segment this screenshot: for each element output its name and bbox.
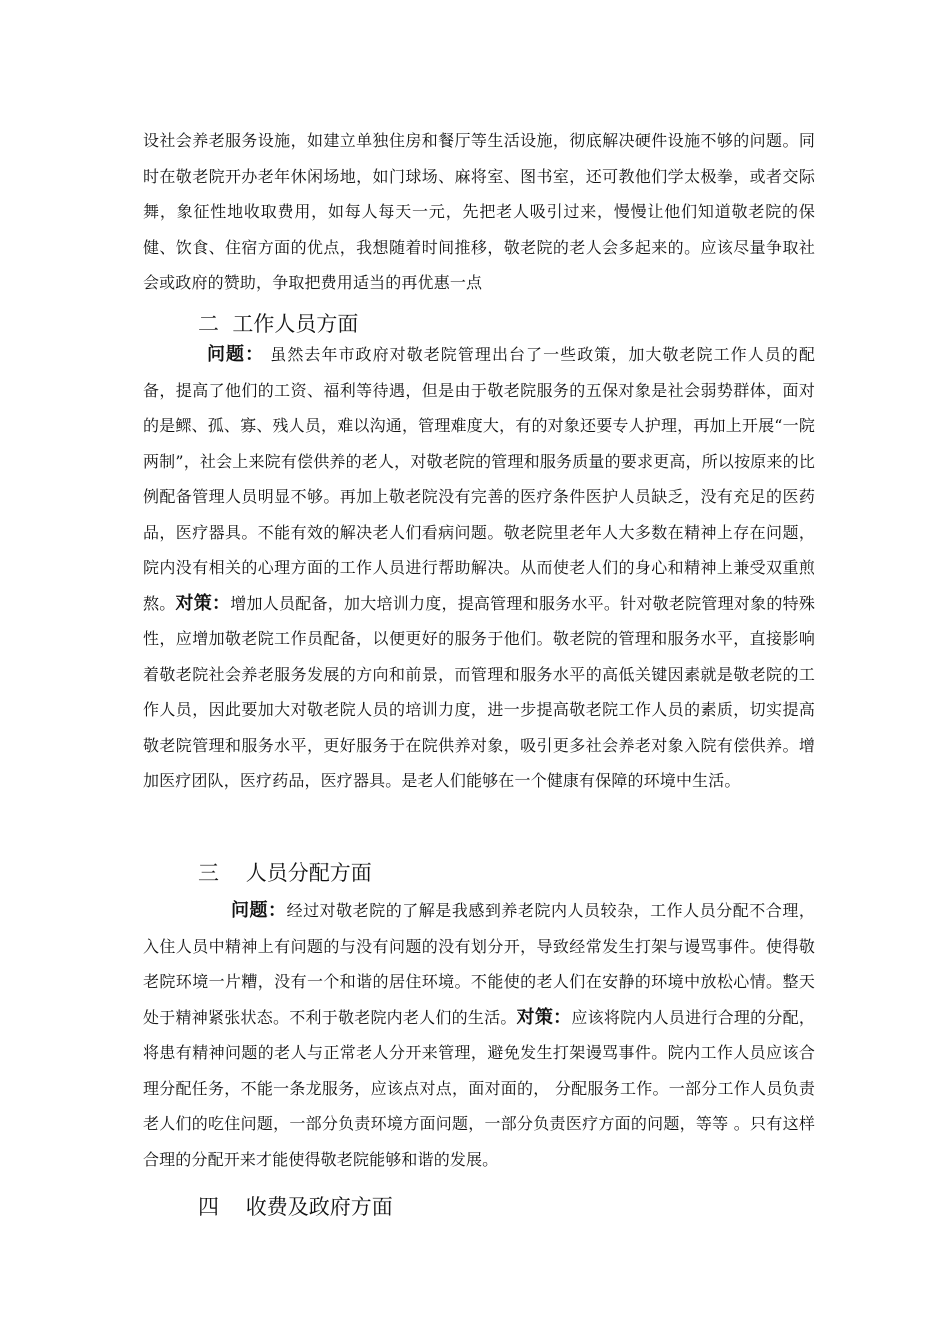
problem-label: 问题： [231, 900, 287, 921]
section-heading-allocation: 三 人员分配方面 [198, 861, 372, 885]
problem-text: 虽然去年市政府对敬老院管理出台了一些政策，加大敬老院工作人员的配备，提高了他们的工资、福利等待遇，但是由于敬老院服务的五保对象是社会弱势群体，面对的是鳏、孤、寡、残人员，难以沟通，管理难度大，有的对象还要专人护理，再加上开展“一院两制”，社会上来院有偿供养的老人，对敬老院的管理和服务质量的要求更高，所以按原来的比例配备管理人员明显不够。再加上敬老院没有完善的医疗条件医护人员缺乏，没有充足的医药品，医疗器具。不能有效的解决老人们看病问题。敬老院里老年人大多数在精神上存在问题，院内没有相关的心理方面的工作人员进行帮助解决。从而使老人们的身心和精神上兼受双重煎熬。 [143, 345, 815, 613]
problem-text: 经过对敬老院的了解是我感到养老院内人员较杂，工作人员分配不合理，入住人员中精神上有问题的与没有问题的没有划分开，导致经常发生打架与谩骂事件。使得敬老院环境一片糟，没有一个和谐的居住环境。不能使的老人们在安静的环境中放松心情。整天处于精神紧张状态。不利于敬老院内老人们的生活。 [143, 901, 815, 1027]
solution-label: 对策： [516, 1006, 572, 1028]
solution-text: 增加人员配备，加大培训力度，提高管理和服务水平。针对敬老院管理对象的特殊性，应增加敬老院工作员配备，以便更好的服务于他们。敬老院的管理和服务水平，直接影响着敬老院社会养老服务发展的方向和前景，而管理和服务水平的高低关键因素就是敬老院的工作人员，因此要加大对敬老院人员的培训力度，进一步提高敬老院工作人员的素质，切实提高敬老院管理和服务水平，更好服务于在院供养对象，吸引更多社会养老对象入院有偿供养。增加医疗团队，医疗药品，医疗器具。是老人们能够在一个健康有保障的环境中生活。 [143, 593, 816, 790]
section-heading-fees-government: 四 收费及政府方面 [198, 1195, 393, 1219]
problem-label: 问题： [207, 344, 265, 365]
solution-text: 应该将院内人员进行合理的分配，将患有精神问题的老人与正常老人分开来管理，避免发生打架谩骂事件。院内工作人员应该合理分配任务，不能一条龙服务，应该点对点，面对面的， 分配服务工作。一部分工作人员负责老人们的吃住问题，一部分负责环境方面问题，一部分负责医疗方面的问题，等等 。只有这样合理的分配开来才能使得敬老院能够和谐的发展。 [143, 1007, 815, 1169]
section-staff-body [143, 337, 815, 799]
section-allocation-body [143, 893, 815, 1177]
solution-label: 对策： [175, 592, 231, 614]
section-heading-staff: 二 工作人员方面 [198, 312, 359, 336]
continued-paragraph: 设社会养老服务设施，如建立单独住房和餐厅等生活设施，彻底解决硬件设施不够的问题。同时在敬老院开办老年休闲场地，如门球场、麻将室、图书室，还可教他们学太极拳，或者交际舞，象征性地收取费用，如每人每天一元，先把老人吸引过来，慢慢让他们知道敬老院的保健、饮食、住宿方面的优点，我想随着时间推移，敬老院的老人会多起来的。应该尽量争取社会或政府的赞助，争取把费用适当的再优惠一点 [143, 131, 815, 292]
